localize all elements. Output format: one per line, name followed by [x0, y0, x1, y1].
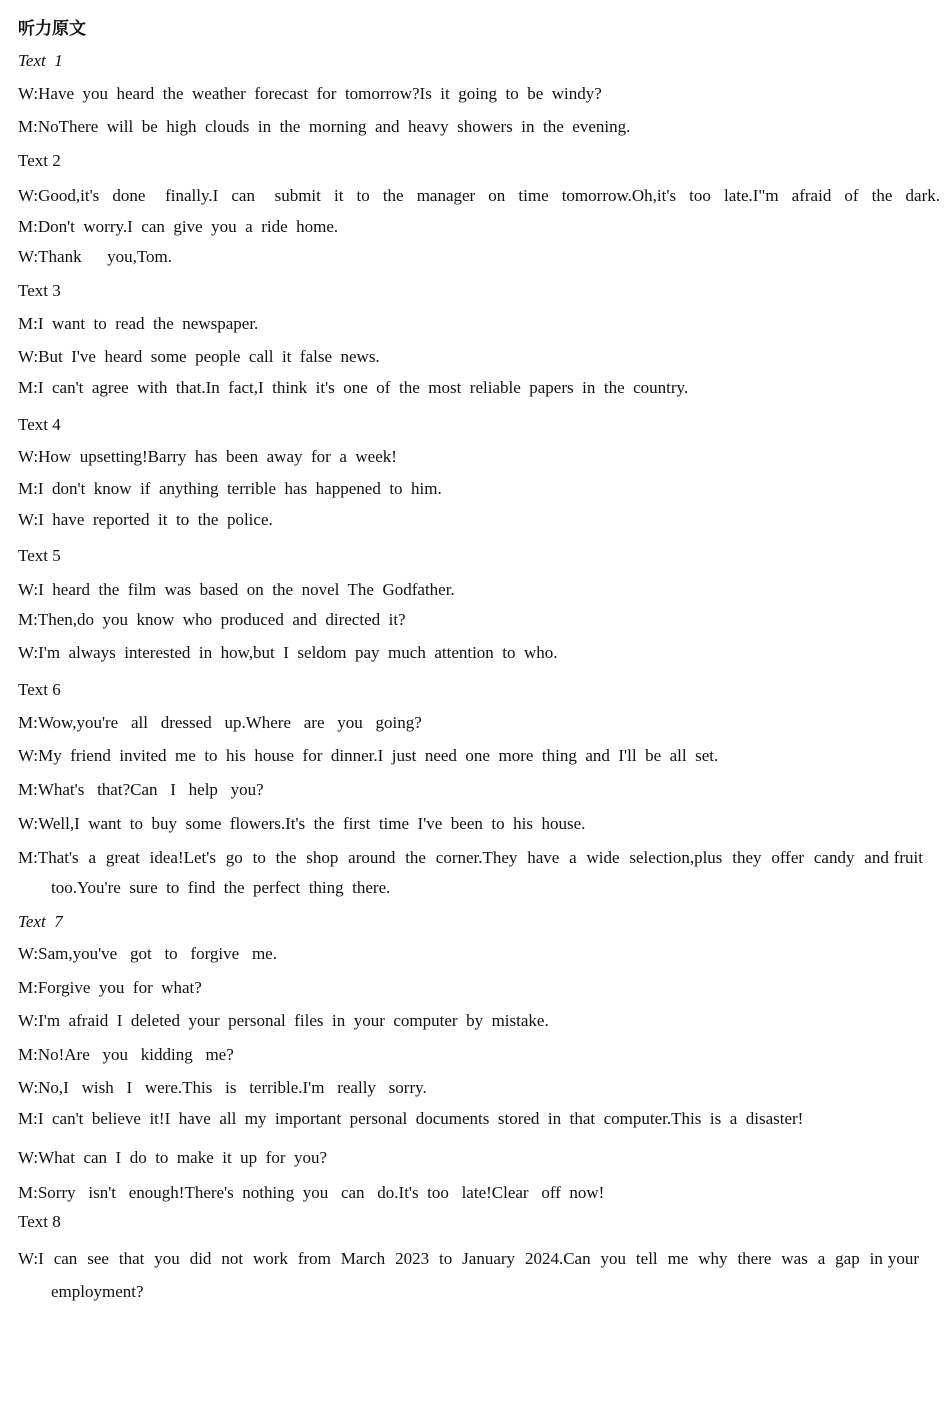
dialogue-line: M:I can't believe it!I have all my important personal documents stored in that computer.This is a disaster!	[18, 1109, 804, 1128]
dialogue-line: W:I'm afraid I deleted your personal files in your computer by mistake.	[18, 1011, 549, 1030]
dialogue-line: M:I can't agree with that.In fact,I think it's one of the most reliable papers in the country.	[18, 378, 689, 397]
page-title: 听力原文	[18, 19, 86, 39]
dialogue-line: W:Good,it's done finally.I can submit it to the manager on time tomorrow.Oh,it's too late.I"m afraid of the dark.	[18, 186, 940, 205]
text-7-section	[18, 903, 928, 1207]
text-4-heading: Text 4	[18, 415, 61, 434]
dialogue-line: M:I don't know if anything terrible has happened to him.	[18, 479, 442, 498]
text-5-heading: Text 5	[18, 546, 61, 565]
text-6-heading: Text 6	[18, 680, 61, 699]
dialogue-line: M:Don't worry.I can give you a ride home.	[18, 217, 339, 236]
dialogue-line: W:I'm always interested in how,but I seldom pay much attention to who.	[18, 643, 558, 662]
dialogue-line: M:Wow,you're all dressed up.Where are you going?	[18, 713, 422, 732]
dialogue-line: W:How upsetting!Barry has been away for a week!	[18, 447, 397, 466]
dialogue-line: W:My friend invited me to his house for dinner.I just need one more thing and I'll be all set.	[18, 746, 719, 765]
text-1-heading: Text 1	[18, 51, 63, 70]
dialogue-line: W:I can see that you did not work from March 2023 to January 2024.Can you tell me why there was a gap in your employment?	[18, 1249, 924, 1301]
dialogue-line: W:Sam,you've got to forgive me.	[18, 944, 277, 963]
text-2-heading: Text 2	[18, 151, 61, 170]
text-1-section	[18, 44, 928, 144]
text-6-section	[18, 671, 928, 903]
text-3-heading: Text 3	[18, 281, 61, 300]
text-7-heading: Text 7	[18, 912, 63, 931]
text-8-heading: Text 8	[18, 1212, 61, 1231]
dialogue-line: W:I have reported it to the police.	[18, 510, 273, 529]
transcript-page	[18, 14, 940, 1308]
text-4-section	[18, 406, 928, 538]
dialogue-line: M:Sorry isn't enough!There's nothing you can do.It's too late!Clear off now!	[18, 1183, 605, 1202]
dialogue-line: M:Then,do you know who produced and directed it?	[18, 610, 406, 629]
dialogue-line: W:Thank you,Tom.	[18, 247, 172, 266]
dialogue-line: W:What can I do to make it up for you?	[18, 1148, 328, 1167]
dialogue-line: M:No!Are you kidding me?	[18, 1045, 234, 1064]
dialogue-line: M:That's a great idea!Let's go to the shop around the corner.They have a wide selection,plus they offer candy and fruit too.You're sure to find the perfect thing there.	[18, 848, 928, 897]
dialogue-line: W:No,I wish I were.This is terrible.I'm really sorry.	[18, 1078, 427, 1097]
dialogue-line: M:NoThere will be high clouds in the morning and heavy showers in the evening.	[18, 117, 631, 136]
dialogue-line: W:I heard the film was based on the novel The Godfather.	[18, 580, 455, 599]
dialogue-line: W:Well,I want to buy some flowers.It's the first time I've been to his house.	[18, 814, 586, 833]
dialogue-line: M:Forgive you for what?	[18, 978, 202, 997]
text-2-section	[18, 144, 940, 274]
text-3-section	[18, 274, 928, 406]
dialogue-line: M:What's that?Can I help you?	[18, 780, 264, 799]
dialogue-line: W:Have you heard the weather forecast for tomorrow?Is it going to be windy?	[18, 84, 602, 103]
dialogue-line: M:I want to read the newspaper.	[18, 314, 259, 333]
text-5-section	[18, 538, 928, 671]
text-8-section	[18, 1207, 928, 1308]
dialogue-line: W:But I've heard some people call it false news.	[18, 347, 380, 366]
